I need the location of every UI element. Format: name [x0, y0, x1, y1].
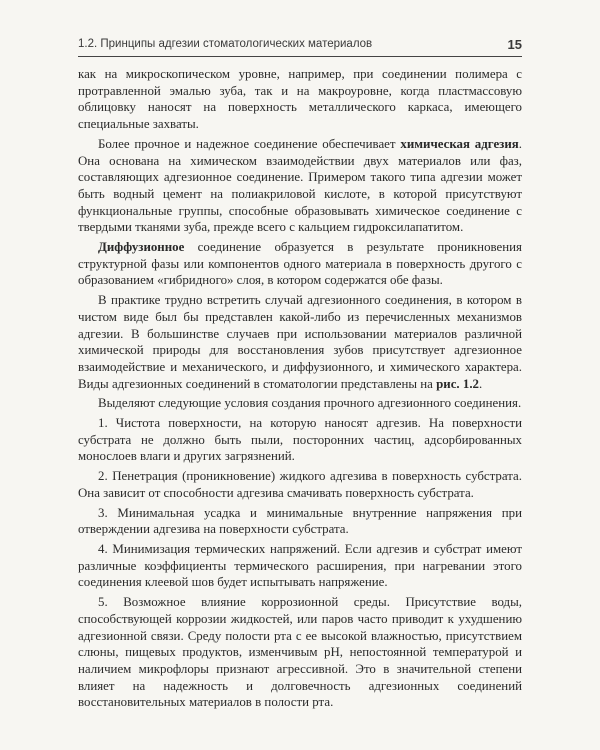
paragraph-text: 5. Возможное влияние коррозионной среды. Присутствие воды, способствующей коррозии жидкостей, или паров часто приводит к ухудшению адгезионной связи. Среду полости рта с ее высокой влажностью, присутствием слюны, пищевых продуктов, изменчивым pH, непостоянной температурой и наличием микрофлоры признают агрессивной. Это в значительной степени влияет на надежность и долговечность адгезионных соединений восстановительных материалов в полости рта. [78, 595, 522, 710]
paragraph-4 [78, 292, 522, 392]
section-title: 1.2. Принципы адгезии стоматологических материалов [78, 38, 373, 50]
page-number: 15 [507, 37, 522, 52]
paragraph-1 [78, 66, 522, 133]
list-item-1 [78, 415, 522, 465]
paragraph-text: 2. Пенетрация (проникновение) жидкого адгезива в поверхность субстрата. Она зависит от способности адгезива смачивать поверхность субстрата. [78, 469, 522, 500]
paragraph-text: В практике трудно встретить случай адгезионного соединения, в котором в чистом виде был бы представлен какой-либо из перечисленных механизмов адгезии. В большинстве случаев при использовании материалов различной химической природы для восстановления зубов присутствует адгезионное взаимодействие и механического, и диффузионного, и химического характера. Виды адгезионных соединений в стоматологии представлены на [78, 293, 522, 391]
running-header [78, 36, 522, 57]
paragraph-text: Выделяют следующие условия создания прочного адгезионного соединения. [98, 396, 522, 411]
list-item-2 [78, 468, 522, 501]
paragraph-3 [78, 239, 522, 289]
paragraph-2 [78, 136, 522, 236]
term-diffusion: Диффузионное [98, 240, 185, 255]
paragraph-text: 1. Чистота поверхности, на которую наносят адгезив. На поверхности субстрата не должно быть пыли, посторонних частиц, адсорбированных монослоев влаги и других загрязнений. [78, 416, 522, 464]
body-text [78, 66, 522, 714]
paragraph-5 [78, 395, 522, 412]
paragraph-text: . [479, 376, 483, 391]
paragraph-text: Более прочное и надежное соединение обеспечивает [98, 136, 401, 151]
paragraph-text: как на микроскопическом уровне, например, при соединении полимера с протравленной эмалью зуба, так и на макроуровне, когда пластмассовую облицовку наносят на поверхность металлического каркаса, имеющего специальные захваты. [78, 67, 522, 132]
list-item-4 [78, 541, 522, 591]
paragraph-text: 3. Минимальная усадка и минимальные внутренние напряжения при отверждении адгезива на поверхности субстрата. [78, 505, 522, 537]
paragraph-text: соединение образуется в результате проникновения структурной фазы или компонентов одного материала в поверхность другого с образованием «гибридного» слоя, в котором содержатся обе фазы. [78, 240, 522, 288]
paragraph-text: 4. Минимизация термических напряжений. Если адгезив и субстрат имеют различные коэффициенты термического расширения, при нагревании этого соединения клеевой шов будет испытывать напряжение. [78, 541, 522, 590]
list-item-3 [78, 505, 522, 538]
paragraph-text: . Она основана на химическом взаимодействии двух материалов или фаз, составляющих адгезионное соединение. Примером такого типа адгезии может быть водный цемент на полиакриловой кислоте, в которой присутствуют функциональные группы, способные образовывать химическое соединение с твердыми тканями зуба, прежде всего с кальцием гидроксилапатитом. [78, 136, 522, 235]
list-item-5 [78, 594, 522, 711]
figure-reference: рис. 1.2 [436, 376, 479, 391]
term-chemical-adhesion: химическая адгезия [400, 136, 519, 151]
